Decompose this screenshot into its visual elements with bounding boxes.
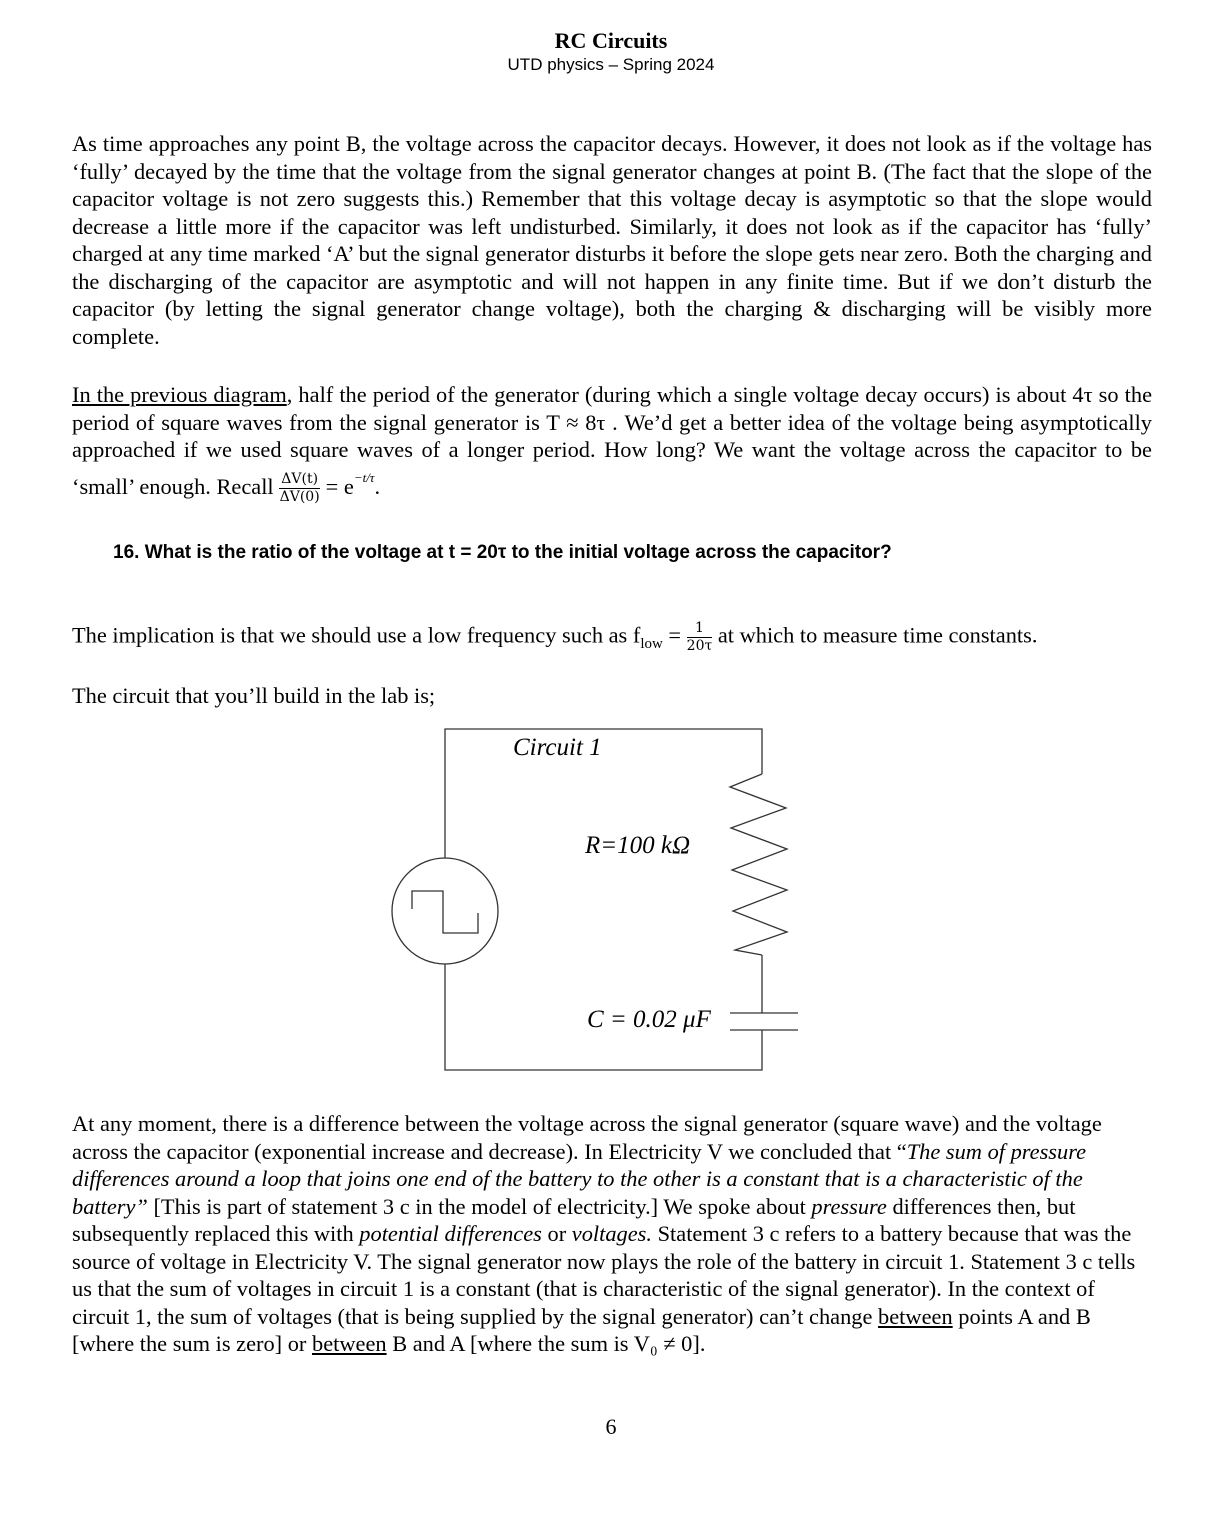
capacitor-label: C = 0.02 μF xyxy=(587,1006,711,1033)
paragraph-text: , half the period of the generator (during which a single voltage decay occurs) is about 4τ so the period of square waves from the signal generator is T ≈ 8τ . We’d get a better idea of the voltage being asymptotically approached if we used square waves of a longer period. How long? We want the voltage across the capacitor to be ‘small’ enough. Recall xyxy=(72,382,1153,499)
fraction-numerator: 1 xyxy=(687,620,713,638)
page-number: 6 xyxy=(605,1414,617,1439)
implication-end: at which to measure time constants. xyxy=(712,622,1038,648)
question-16: 16. What is the ratio of the voltage at t = 20τ to the initial voltage across the capacitor? xyxy=(113,542,892,563)
fraction-numerator: ΔV(t) xyxy=(281,470,319,487)
page-title: RC Circuits xyxy=(554,28,668,53)
subscript-low: low xyxy=(640,636,663,653)
page-subtitle: UTD physics – Spring 2024 xyxy=(507,55,715,74)
underlined-word: between xyxy=(312,1331,387,1356)
equation-end: . xyxy=(374,473,381,499)
text: Statement 3 c refers to a battery because that was the source of voltage in Electricity V. The signal generator now plays the role of the battery in circuit 1. Statement 3 c tells us that the sum of voltages in circuit 1 is a constant (that is characteristic of the signal generator). In the context of circuit 1, the sum of voltages (that is being supplied by the signal generator) can’t change xyxy=(72,1221,1136,1329)
equals: = xyxy=(662,622,687,648)
text: At any moment, there is a difference between the voltage across the signal generator (square wave) and the voltage across the capacitor (exponential increase and decrease). In Electricity V we concluded that “ xyxy=(72,1111,1102,1164)
quote: The sum of pressure differences around a loop that joins one end of the battery to the other is a constant that is a characteristic of the battery” xyxy=(72,1138,1087,1219)
text: points A and B [where the sum is zero] or xyxy=(72,1303,1091,1356)
fraction-denominator: ΔV(0) xyxy=(279,488,320,505)
exponent: −t/τ xyxy=(353,469,375,485)
text: [This is part of statement 3 c in the model of electricity.] We spoke about xyxy=(147,1193,812,1219)
text: B and A [where the sum is V₀ ≠ 0]. xyxy=(386,1331,706,1356)
paragraph-decay: As time approaches any point B, the voltage across the capacitor decays. However, it does not look as if the voltage has ‘fully’ decayed by the time that the voltage from the signal generator changes at point B. (The fact that the slope of the capacitor voltage is not zero suggests this.) Remember that this voltage decay is asymptotic so that the slope would decrease a little more if the capacitor was left undisturbed. Similarly, it does not look as if the capacitor has ‘fully’ charged at any time marked ‘A’ but the signal generator disturbs it before the slope gets near zero. Both the charging and the discharging of the capacitor are asymptotic and will not happen in any finite time. But if we don’t disturb the capacitor (by letting the signal generator change voltage), both the charging & discharging will be visibly more complete. xyxy=(72,131,1152,349)
emphasis: pressure xyxy=(811,1193,887,1219)
resistor-zigzag xyxy=(730,774,787,955)
signal-generator-icon xyxy=(392,858,498,964)
fraction-denominator: 20τ xyxy=(686,638,713,654)
resistor-label: R=100 kΩ xyxy=(585,832,691,859)
paragraph-circuit-intro: The circuit that you’ll build in the lab is; xyxy=(72,683,436,708)
square-wave-icon xyxy=(412,891,478,933)
equation-text: = e xyxy=(320,473,354,499)
emphasis: voltages. xyxy=(571,1221,652,1246)
circuit-title: Circuit 1 xyxy=(513,734,602,761)
text: or xyxy=(541,1221,572,1246)
emphasis: potential differences xyxy=(359,1221,542,1246)
implication-text: The implication is that we should use a low frequency such as f xyxy=(72,622,641,648)
previous-diagram-link[interactable]: In the previous diagram xyxy=(72,382,287,407)
underlined-word: between xyxy=(878,1303,953,1329)
paragraph-kirchhoff xyxy=(72,1110,1157,1358)
text: differences then, but subsequently replaced this with xyxy=(72,1193,1076,1246)
